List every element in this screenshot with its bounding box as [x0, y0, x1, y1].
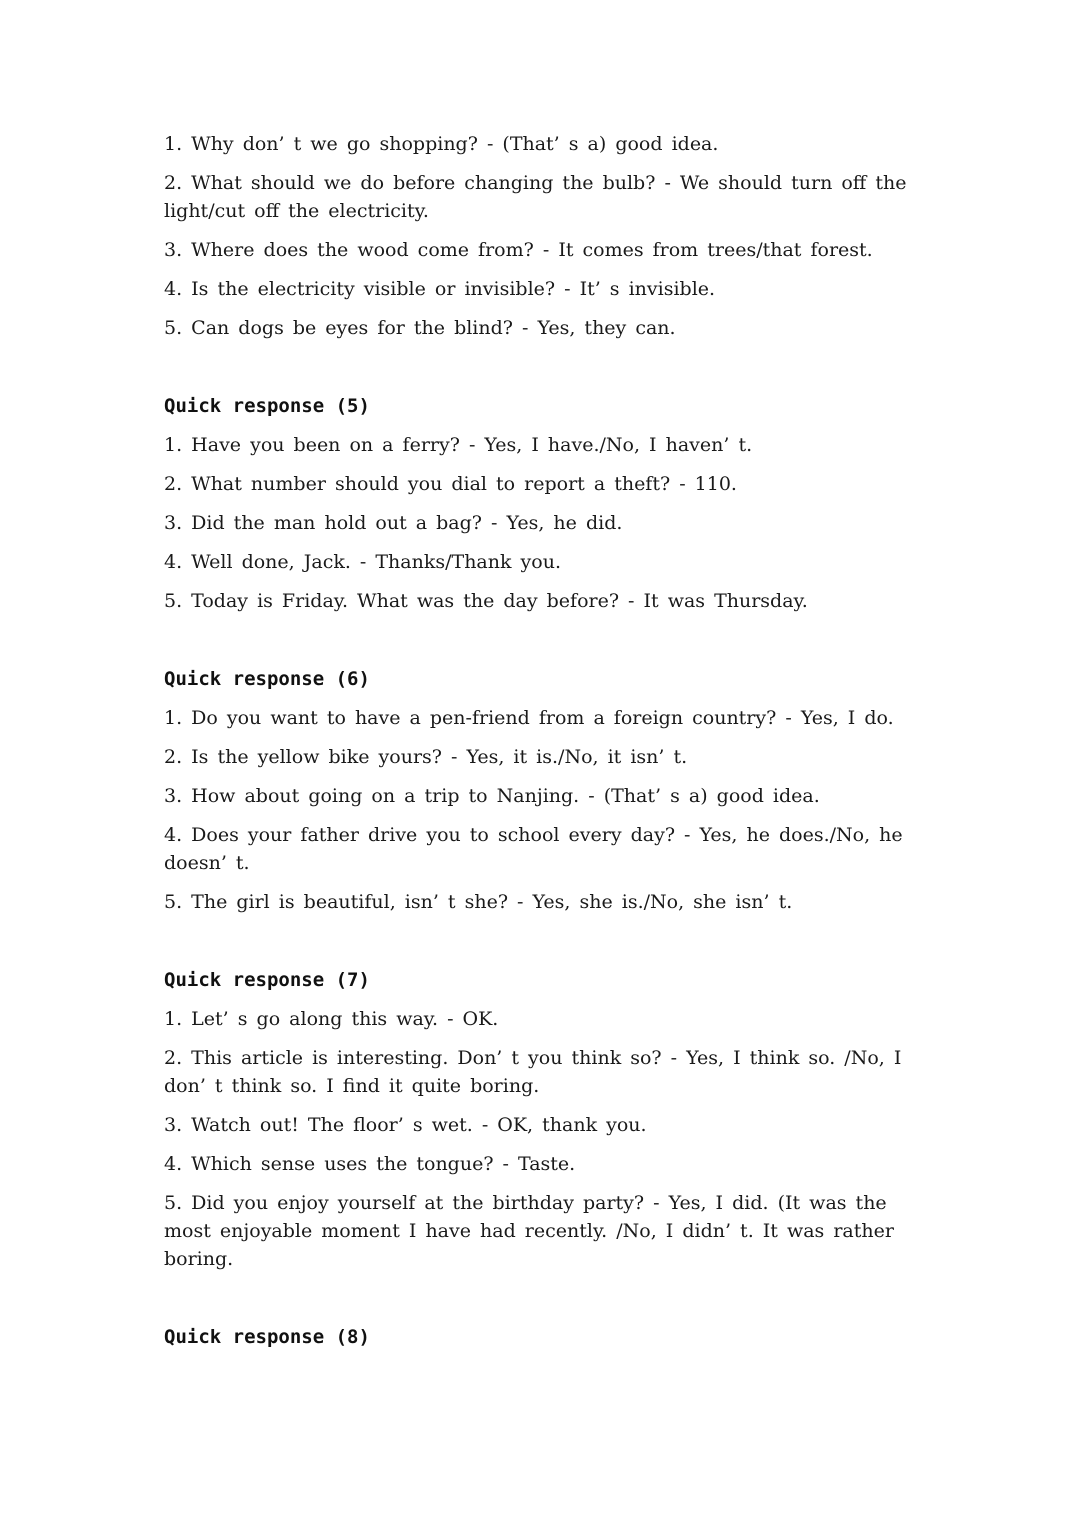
list-item: 1. Have you been on a ferry? - Yes, I have./No, I haven’ t. [164, 434, 753, 456]
document-page [164, 130, 924, 1362]
list-item: 5. The girl is beautiful, isn’ t she? - Yes, she is./No, she isn’ t. [164, 891, 793, 913]
section-spacer [164, 353, 924, 392]
quick-response-5-section [164, 392, 924, 615]
list-item: 2. This article is interesting. Don’ t you think so? - Yes, I think so. /No, I don’ t think so. I find it quite boring. [164, 1047, 902, 1097]
list-item: 1. Why don’ t we go shopping? - (That’ s a) good idea. [164, 133, 719, 155]
list-item: 2. What number should you dial to report a theft? - 110. [164, 473, 737, 495]
section-spacer [164, 626, 924, 665]
list-item: 2. What should we do before changing the bulb? - We should turn off the light/cut off the electricity. [164, 172, 907, 222]
list-item: 3. Where does the wood come from? - It comes from trees/that forest. [164, 239, 873, 261]
list-item: 4. Well done, Jack. - Thanks/Thank you. [164, 551, 561, 573]
section-heading: Quick response (7) [164, 969, 370, 991]
list-item: 3. Watch out! The floor’ s wet. - OK, thank you. [164, 1114, 647, 1136]
quick-response-6-section [164, 665, 924, 916]
list-item: 1. Do you want to have a pen-friend from a foreign country? - Yes, I do. [164, 707, 894, 729]
list-item: 4. Does your father drive you to school every day? - Yes, he does./No, he doesn’ t. [164, 824, 903, 874]
list-item: 1. Let’ s go along this way. - OK. [164, 1008, 499, 1030]
answer-block-4 [164, 130, 924, 342]
quick-response-7-section [164, 966, 924, 1273]
list-item: 5. Today is Friday. What was the day before? - It was Thursday. [164, 590, 808, 612]
section-spacer [164, 927, 924, 966]
section-spacer [164, 1284, 924, 1323]
section-heading: Quick response (8) [164, 1326, 370, 1348]
list-item: 3. How about going on a trip to Nanjing. - (That’ s a) good idea. [164, 785, 820, 807]
list-item: 2. Is the yellow bike yours? - Yes, it is./No, it isn’ t. [164, 746, 688, 768]
list-item: 5. Can dogs be eyes for the blind? - Yes, they can. [164, 317, 676, 339]
list-item: 5. Did you enjoy yourself at the birthday party? - Yes, I did. (It was the most enjoyable moment I have had recently. /No, I didn’ t. It was rather boring. [164, 1192, 894, 1270]
quick-response-8-section [164, 1323, 924, 1351]
section-heading: Quick response (6) [164, 668, 370, 690]
list-item: 3. Did the man hold out a bag? - Yes, he did. [164, 512, 623, 534]
list-item: 4. Which sense uses the tongue? - Taste. [164, 1153, 576, 1175]
list-item: 4. Is the electricity visible or invisible? - It’ s invisible. [164, 278, 716, 300]
section-heading: Quick response (5) [164, 395, 370, 417]
